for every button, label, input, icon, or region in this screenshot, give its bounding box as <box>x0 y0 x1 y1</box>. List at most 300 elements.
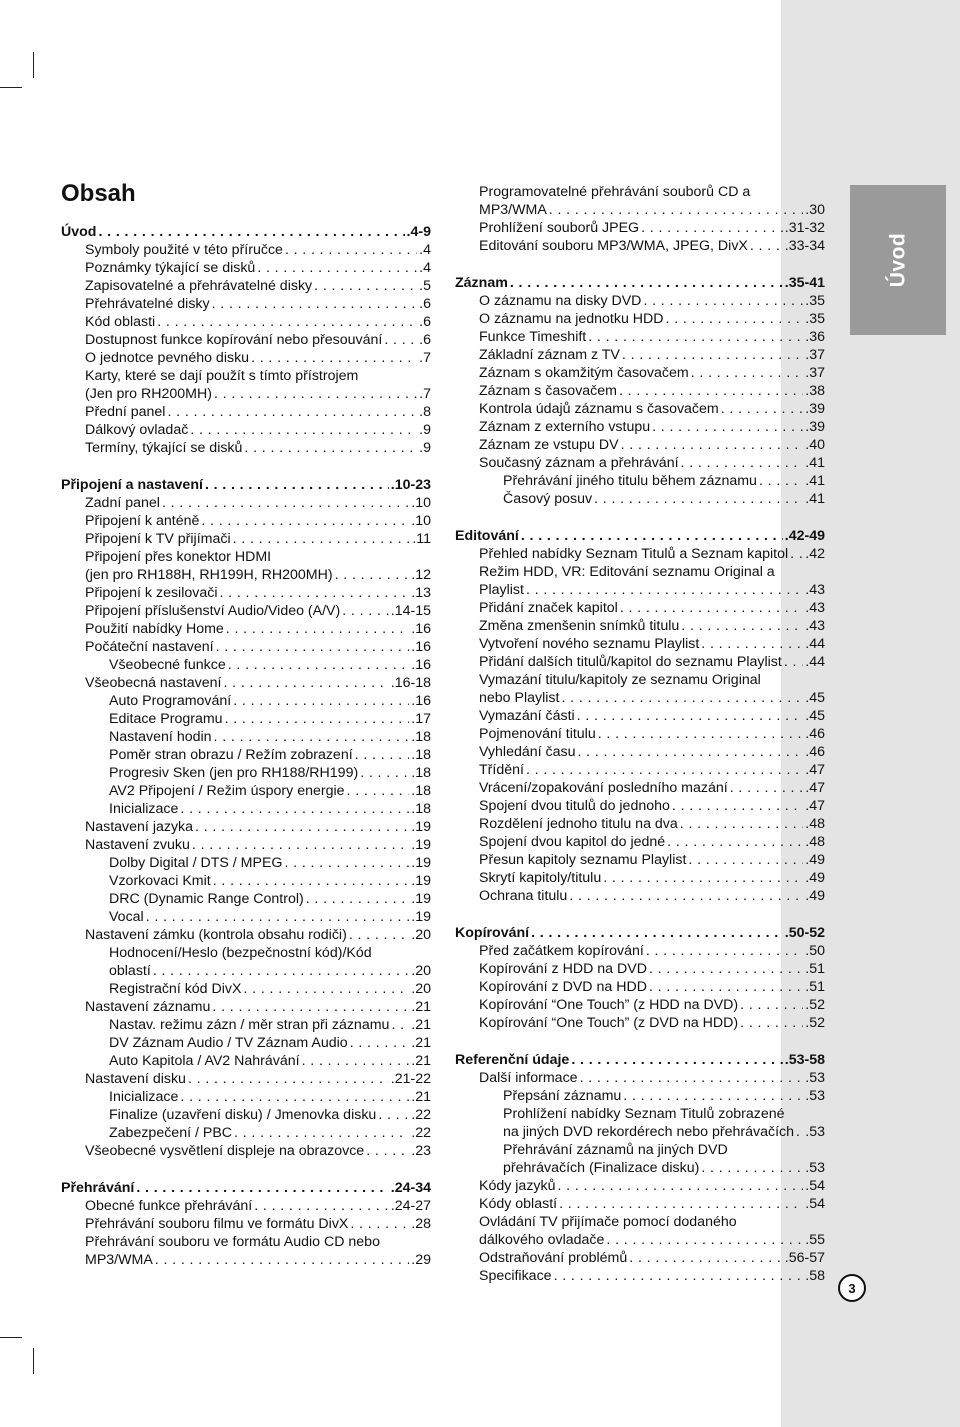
toc-entry-page: .9 <box>419 422 431 438</box>
toc-entry-title: Termíny, týkající se disků <box>85 440 243 456</box>
toc-entry[interactable] <box>61 980 431 998</box>
toc-entry-page: .37 <box>805 347 825 363</box>
toc-entry[interactable] <box>455 1267 825 1285</box>
toc-entry[interactable] <box>61 367 431 385</box>
toc-entry[interactable] <box>61 836 431 854</box>
toc-entry-page: .52 <box>805 997 825 1013</box>
toc-entry[interactable] <box>455 400 825 418</box>
toc-entry[interactable] <box>455 490 825 508</box>
toc-entry[interactable] <box>455 1195 825 1213</box>
toc-entry[interactable] <box>61 800 431 818</box>
toc-entry-page: .13 <box>411 585 431 601</box>
toc-entry-page: .21 <box>411 1035 431 1051</box>
toc-section-entry[interactable] <box>61 223 431 241</box>
toc-entry-page: .41 <box>805 473 825 489</box>
toc-entry[interactable] <box>455 1123 825 1141</box>
toc-entry-title: Spojení dvou kapitol do jedné <box>479 834 666 850</box>
toc-dot-leader <box>342 602 389 620</box>
toc-entry-page: .16 <box>411 693 431 709</box>
toc-entry-title: Zabezpečení / PBC <box>109 1125 233 1141</box>
toc-section-entry[interactable] <box>61 476 431 494</box>
toc-entry[interactable] <box>455 833 825 851</box>
toc-entry-title: oblastí <box>109 963 151 979</box>
toc-entry-page: .53 <box>805 1070 825 1086</box>
toc-entry[interactable] <box>61 656 431 674</box>
toc-entry[interactable] <box>61 728 431 746</box>
toc-entry-title: nebo Playlist <box>479 690 560 706</box>
toc-entry-page: .9 <box>419 440 431 456</box>
toc-entry[interactable] <box>61 818 431 836</box>
toc-entry-title: Referenční údaje <box>455 1052 570 1068</box>
toc-entry-title: Před začátkem kopírování <box>479 943 644 959</box>
toc-entry[interactable] <box>455 581 825 599</box>
toc-entry[interactable] <box>61 926 431 944</box>
toc-entry-page: .4-9 <box>406 224 431 240</box>
toc-entry-title: Nastavení záznamu <box>85 999 211 1015</box>
toc-entry-page: .11 <box>412 531 431 547</box>
toc-entry-title: Kopírování “One Touch” (z HDD na DVD) <box>479 997 739 1013</box>
toc-entry-page: .42 <box>805 546 825 562</box>
toc-entry-page: .5 <box>419 278 431 294</box>
toc-entry[interactable] <box>455 942 825 960</box>
toc-entry[interactable] <box>61 1052 431 1070</box>
toc-dot-leader <box>195 818 409 836</box>
toc-entry[interactable] <box>455 1231 825 1249</box>
toc-entry[interactable] <box>455 960 825 978</box>
toc-entry-page: .37 <box>805 365 825 381</box>
toc-entry-page: .38 <box>805 383 825 399</box>
toc-entry-title: Editování <box>455 528 519 544</box>
toc-entry-title: Přidání dalších titulů/kapitol do seznamu Playlist <box>479 654 782 670</box>
toc-entry-title: Přehrávání souboru filmu ve formátu DivX <box>85 1216 349 1232</box>
toc-dot-leader <box>759 472 803 490</box>
toc-entry[interactable] <box>61 548 431 566</box>
toc-entry[interactable] <box>455 1159 825 1177</box>
toc-entry[interactable] <box>61 1142 431 1160</box>
toc-section-entry[interactable] <box>61 1179 431 1197</box>
toc-entry-page: .39 <box>805 401 825 417</box>
toc-entry[interactable] <box>61 620 431 638</box>
toc-entry[interactable] <box>61 1197 431 1215</box>
toc-entry[interactable] <box>455 653 825 671</box>
toc-entry-page: .54 <box>805 1196 825 1212</box>
toc-entry-title: O záznamu na jednotku HDD <box>479 311 664 327</box>
toc-dot-leader <box>649 978 803 996</box>
toc-entry-page: .16 <box>411 657 431 673</box>
toc-entry[interactable] <box>61 259 431 277</box>
toc-entry[interactable] <box>455 201 825 219</box>
toc-entry-page: .48 <box>805 816 825 832</box>
toc-entry-page: .12 <box>411 567 431 583</box>
toc-dot-leader <box>646 942 803 960</box>
toc-entry-title: Nastav. režimu zázn / měr stran při záznamu <box>109 1017 390 1033</box>
toc-dot-leader <box>350 1034 410 1052</box>
toc-entry-page: .42-49 <box>784 528 825 544</box>
toc-entry[interactable] <box>455 436 825 454</box>
toc-entry[interactable] <box>455 1069 825 1087</box>
toc-entry-title: Dálkový ovladač <box>85 422 189 438</box>
toc-entry-page: .28 <box>411 1216 431 1232</box>
toc-entry-title: Auto Kapitola / AV2 Nahrávání <box>109 1053 300 1069</box>
toc-entry-title: Kopírování <box>455 925 530 941</box>
toc-entry-title: Funkce Timeshift <box>479 329 587 345</box>
toc-dot-leader <box>192 836 409 854</box>
toc-entry-title: Úvod <box>61 224 97 240</box>
toc-entry[interactable] <box>455 545 825 563</box>
toc-entry-page: .50 <box>805 943 825 959</box>
toc-entry[interactable] <box>455 454 825 472</box>
toc-entry[interactable] <box>61 1070 431 1088</box>
toc-entry[interactable] <box>61 944 431 962</box>
toc-entry[interactable] <box>455 743 825 761</box>
toc-entry-page: .20 <box>411 981 431 997</box>
toc-entry[interactable] <box>61 1233 431 1251</box>
section-gap <box>455 1032 825 1051</box>
toc-dot-leader <box>214 385 417 403</box>
toc-entry-page: .18 <box>411 801 431 817</box>
toc-entry[interactable] <box>455 725 825 743</box>
toc-entry-title: Poznámky týkající se disků <box>85 260 256 276</box>
toc-entry[interactable] <box>61 962 431 980</box>
toc-entry-title: Kopírování “One Touch” (z DVD na HDD) <box>479 1015 739 1031</box>
toc-entry[interactable] <box>455 978 825 996</box>
toc-entry[interactable] <box>455 761 825 779</box>
toc-entry-page: .51 <box>805 979 825 995</box>
toc-entry-page: .8 <box>419 404 431 420</box>
toc-dot-leader <box>98 223 404 241</box>
toc-entry[interactable] <box>455 996 825 1014</box>
toc-entry[interactable] <box>61 1124 431 1142</box>
toc-entry-page: .35-41 <box>784 275 825 291</box>
toc-entry-page: .43 <box>805 600 825 616</box>
toc-entry-title: Inicializace <box>109 1089 179 1105</box>
section-gap <box>455 905 825 924</box>
toc-entry-title: Ovládání TV přijímače pomocí dodaného <box>479 1214 737 1230</box>
toc-dot-leader <box>681 617 803 635</box>
toc-entry[interactable] <box>61 1016 431 1034</box>
toc-entry[interactable] <box>61 530 431 548</box>
toc-entry-title: Vrácení/zopakování posledního mazání <box>479 780 728 796</box>
toc-entry-page: .53 <box>805 1124 825 1140</box>
toc-entry[interactable] <box>455 689 825 707</box>
toc-entry[interactable] <box>61 331 431 349</box>
toc-dot-leader <box>784 653 803 671</box>
toc-entry-title: Přesun kapitoly seznamu Playlist <box>479 852 687 868</box>
toc-entry-title: Dolby Digital / DTS / MPEG <box>109 855 283 871</box>
toc-entry[interactable] <box>61 313 431 331</box>
toc-entry[interactable] <box>61 782 431 800</box>
toc-entry[interactable] <box>455 364 825 382</box>
toc-entry[interactable] <box>455 219 825 237</box>
toc-entry-title: Kopírování z HDD na DVD <box>479 961 647 977</box>
toc-entry-page: .6 <box>419 314 431 330</box>
toc-dot-leader <box>384 331 417 349</box>
toc-dot-leader <box>219 584 409 602</box>
toc-entry[interactable] <box>61 710 431 728</box>
toc-section-entry[interactable] <box>455 1051 825 1069</box>
toc-entry-title: Vocal <box>109 909 144 925</box>
toc-entry-page: .19 <box>411 819 431 835</box>
toc-entry-title: Kódy jazyků <box>479 1178 556 1194</box>
toc-entry[interactable] <box>455 617 825 635</box>
toc-dot-leader <box>603 869 803 887</box>
toc-entry-title: Vymazání titulu/kapitoly ze seznamu Original <box>479 672 761 688</box>
toc-entry[interactable] <box>61 1088 431 1106</box>
page-number: 3 <box>838 1274 866 1302</box>
toc-entry[interactable] <box>61 872 431 890</box>
toc-entry[interactable] <box>455 1014 825 1032</box>
toc-entry[interactable] <box>455 292 825 310</box>
toc-entry[interactable] <box>455 851 825 869</box>
toc-entry-page: .19 <box>411 891 431 907</box>
toc-entry-title: Použití nabídky Home <box>85 621 224 637</box>
toc-entry[interactable] <box>455 418 825 436</box>
toc-entry[interactable] <box>455 671 825 689</box>
toc-entry-title: Nastavení jazyka <box>85 819 194 835</box>
toc-entry[interactable] <box>455 237 825 255</box>
toc-entry[interactable] <box>455 1249 825 1267</box>
toc-dot-leader <box>349 926 409 944</box>
toc-entry[interactable] <box>61 764 431 782</box>
toc-entry-page: .14-15 <box>390 603 431 619</box>
toc-entry[interactable] <box>61 1251 431 1269</box>
toc-dot-leader <box>730 779 804 797</box>
toc-entry-title: Obecné funkce přehrávání <box>85 1198 253 1214</box>
toc-dot-leader <box>180 1088 409 1106</box>
toc-entry-page: .20 <box>411 963 431 979</box>
toc-dot-leader <box>180 800 409 818</box>
toc-entry-page: .6 <box>419 332 431 348</box>
toc-entry-title: (Jen pro RH200MH) <box>85 386 212 402</box>
toc-dot-leader <box>620 599 803 617</box>
toc-dot-leader <box>569 887 803 905</box>
toc-entry-title: Záznam z externího vstupu <box>479 419 651 435</box>
toc-dot-leader <box>588 328 803 346</box>
toc-entry-title: Záznam s okamžitým časovačem <box>479 365 689 381</box>
toc-entry-title: Hodnocení/Heslo (bezpečnostní kód)/Kód <box>109 945 372 961</box>
toc-entry-title: Kopírování z DVD na HDD <box>479 979 647 995</box>
toc-entry-page: .44 <box>805 654 825 670</box>
toc-entry-page: .7 <box>419 386 431 402</box>
toc-entry[interactable] <box>455 779 825 797</box>
toc-entry-title: O jednotce pevného disku <box>85 350 250 366</box>
toc-entry-title: Editování souboru MP3/WMA, JPEG, DivX <box>479 238 748 254</box>
toc-entry-page: .36 <box>805 329 825 345</box>
toc-entry-title: Nastavení zámku (kontrola obsahu rodiči) <box>85 927 347 943</box>
toc-entry-title: MP3/WMA <box>479 202 547 218</box>
toc-entry-title: Přepsání záznamu <box>503 1088 622 1104</box>
toc-entry-title: Přehled nabídky Seznam Titulů a Seznam kapitol <box>479 546 789 562</box>
toc-dot-leader <box>155 1251 409 1269</box>
toc-entry[interactable] <box>61 277 431 295</box>
toc-entry[interactable] <box>61 746 431 764</box>
toc-entry-page: .46 <box>805 726 825 742</box>
toc-entry-title: Připojení přes konektor HDMI <box>85 549 272 565</box>
toc-section-entry[interactable] <box>455 527 825 545</box>
toc-dot-leader <box>554 1267 804 1285</box>
toc-entry[interactable] <box>455 183 825 201</box>
section-gap <box>455 255 825 274</box>
toc-entry[interactable] <box>455 1177 825 1195</box>
toc-entry[interactable] <box>61 1106 431 1124</box>
toc-section-entry[interactable] <box>455 274 825 292</box>
toc-entry-page: .53-58 <box>784 1052 825 1068</box>
toc-entry-page: .16-18 <box>390 675 431 691</box>
toc-entry-page: .49 <box>805 852 825 868</box>
toc-entry[interactable] <box>61 241 431 259</box>
toc-entry[interactable] <box>455 346 825 364</box>
toc-dot-leader <box>571 1051 782 1069</box>
toc-entry[interactable] <box>455 815 825 833</box>
toc-dot-leader <box>335 566 410 584</box>
toc-dot-leader <box>190 421 417 439</box>
toc-dot-leader <box>549 201 803 219</box>
toc-entry-title: Spojení dvou titulů do jednoho <box>479 798 670 814</box>
toc-entry[interactable] <box>61 566 431 584</box>
toc-entry[interactable] <box>455 310 825 328</box>
toc-dot-leader <box>577 707 804 725</box>
toc-entry-page: .4 <box>419 260 431 276</box>
toc-entry-page: .18 <box>411 729 431 745</box>
toc-entry[interactable] <box>61 854 431 872</box>
toc-entry[interactable] <box>455 1087 825 1105</box>
toc-entry[interactable] <box>455 599 825 617</box>
toc-entry-page: .10 <box>411 495 431 511</box>
toc-entry[interactable] <box>455 887 825 905</box>
toc-dot-leader <box>621 436 804 454</box>
toc-entry[interactable] <box>455 328 825 346</box>
toc-entry[interactable] <box>455 563 825 581</box>
toc-entry[interactable] <box>61 1034 431 1052</box>
toc-entry[interactable] <box>455 382 825 400</box>
toc-entry-title: Připojení k TV přijímači <box>85 531 231 547</box>
toc-entry-title: Ochrana titulu <box>479 888 568 904</box>
crop-mark <box>33 52 34 78</box>
toc-entry[interactable] <box>455 869 825 887</box>
toc-dot-leader <box>667 833 803 851</box>
toc-entry[interactable] <box>61 512 431 530</box>
toc-dot-leader <box>347 782 410 800</box>
section-tab-label: Úvod <box>886 232 909 288</box>
toc-entry[interactable] <box>455 1105 825 1123</box>
toc-dot-leader <box>701 1159 803 1177</box>
toc-entry-page: .21 <box>411 1053 431 1069</box>
toc-entry-page: .24-27 <box>390 1198 431 1214</box>
toc-entry[interactable] <box>455 1141 825 1159</box>
toc-entry[interactable] <box>455 1213 825 1231</box>
toc-entry[interactable] <box>61 385 431 403</box>
toc-entry[interactable] <box>455 472 825 490</box>
toc-entry[interactable] <box>61 403 431 421</box>
toc-entry[interactable] <box>61 584 431 602</box>
toc-entry-title: Přední panel <box>85 404 166 420</box>
toc-entry[interactable] <box>61 638 431 656</box>
toc-entry-page: .39 <box>805 419 825 435</box>
toc-entry-title: přehrávačích (Finalizace disku) <box>503 1160 700 1176</box>
toc-entry-page: .18 <box>411 747 431 763</box>
toc-entry-title: Všeobecné funkce <box>109 657 226 673</box>
toc-dot-leader <box>681 454 804 472</box>
section-gap <box>61 1160 431 1179</box>
toc-entry[interactable] <box>61 674 431 692</box>
toc-entry-page: .19 <box>411 855 431 871</box>
toc-dot-leader <box>750 237 783 255</box>
toc-entry-title: Vyhledání času <box>479 744 576 760</box>
toc-dot-leader <box>526 761 803 779</box>
toc-entry-title: Karty, které se dají použít s tímto přístrojem <box>85 368 359 384</box>
toc-entry-page: .40 <box>805 437 825 453</box>
toc-entry[interactable] <box>61 349 431 367</box>
toc-dot-leader <box>285 241 417 259</box>
toc-dot-leader <box>225 710 410 728</box>
toc-entry[interactable] <box>61 998 431 1016</box>
toc-entry-page: .53 <box>805 1160 825 1176</box>
toc-entry-page: .19 <box>411 837 431 853</box>
toc-entry-page: .19 <box>411 909 431 925</box>
toc-dot-leader <box>680 815 803 833</box>
toc-dot-leader <box>740 1014 803 1032</box>
toc-entry[interactable] <box>61 421 431 439</box>
toc-entry-title: Přehrávání <box>61 1180 135 1196</box>
toc-entry-title: Zapisovatelné a přehrávatelné disky <box>85 278 313 294</box>
toc-entry[interactable] <box>61 908 431 926</box>
toc-entry-title: na jiných DVD rekordérech nebo přehrávačích <box>503 1124 794 1140</box>
toc-entry-title: Kódy oblastí <box>479 1196 558 1212</box>
toc-dot-leader <box>146 908 410 926</box>
toc-dot-leader <box>561 689 803 707</box>
toc-entry[interactable] <box>455 797 825 815</box>
toc-entry[interactable] <box>455 707 825 725</box>
toc-entry-title: AV2 Připojení / Režim úspory energie <box>109 783 345 799</box>
toc-entry-page: .21 <box>411 1017 431 1033</box>
toc-entry[interactable] <box>61 890 431 908</box>
section-gap <box>455 508 825 527</box>
toc-entry-title: Inicializace <box>109 801 179 817</box>
toc-entry-title: Dostupnost funkce kopírování nebo přesouvání <box>85 332 383 348</box>
toc-entry-title: Finalize (uzavření disku) / Jmenovka disku <box>109 1107 377 1123</box>
toc-entry-page: .10-23 <box>390 477 431 493</box>
toc-entry-page: .21 <box>411 1089 431 1105</box>
toc-entry[interactable] <box>61 1215 431 1233</box>
toc-entry[interactable] <box>61 692 431 710</box>
toc-entry-title: DV Záznam Audio / TV Záznam Audio <box>109 1035 348 1051</box>
toc-entry[interactable] <box>61 295 431 313</box>
toc-column-left <box>61 223 431 1269</box>
toc-entry-page: .44 <box>805 636 825 652</box>
toc-dot-leader <box>201 512 409 530</box>
toc-entry[interactable] <box>455 635 825 653</box>
toc-entry-page: .20 <box>411 927 431 943</box>
toc-entry[interactable] <box>61 494 431 512</box>
toc-dot-leader <box>559 1195 803 1213</box>
toc-entry-title: Časový posuv <box>503 491 593 507</box>
toc-entry-page: .21 <box>411 999 431 1015</box>
toc-entry-page: .53 <box>805 1088 825 1104</box>
toc-entry[interactable] <box>61 602 431 620</box>
toc-entry-title: Registrační kód DivX <box>109 981 242 997</box>
toc-dot-leader <box>606 1231 803 1249</box>
toc-entry-page: .49 <box>805 888 825 904</box>
toc-section-entry[interactable] <box>455 924 825 942</box>
toc-dot-leader <box>214 728 410 746</box>
toc-dot-leader <box>391 1016 409 1034</box>
toc-entry[interactable] <box>61 439 431 457</box>
toc-entry-page: .18 <box>411 765 431 781</box>
toc-dot-leader <box>510 274 783 292</box>
toc-dot-leader <box>228 656 410 674</box>
toc-entry-page: .35 <box>805 311 825 327</box>
toc-entry-page: .46 <box>805 744 825 760</box>
